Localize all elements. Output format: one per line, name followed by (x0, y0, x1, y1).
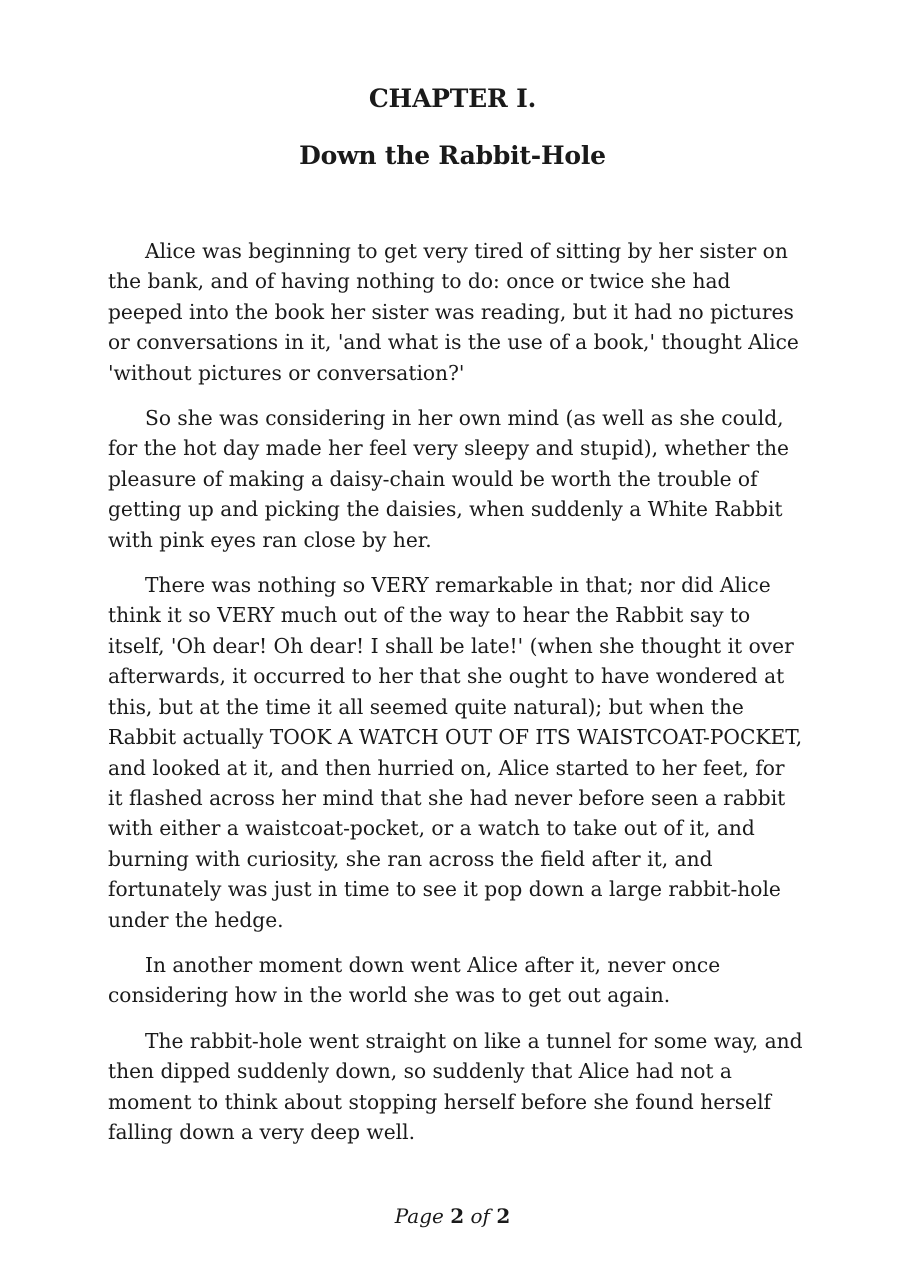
chapter-title: Down the Rabbit-Hole (299, 141, 606, 170)
paragraph: The rabbit-hole went straight on like a tunnel for some way, and then dipped suddenly down, so suddenly that Alice had not a moment to think about stopping herself before she found herself falling down a very deep well. (108, 1028, 803, 1144)
current-page-number: 2 (450, 1204, 465, 1228)
paragraph: In another moment down went Alice after it, never once considering how in the world she was to get out again. (108, 952, 721, 1008)
paragraph: There was nothing so VERY remarkable in that; nor did Alice think it so VERY much out of the way to hear the Rabbit say to itself, 'Oh dear! Oh dear! I shall be late!' (when she thought it over afterwards, it occurred to her that she ought to have wondered at this, but at the time it all seemed quite natural); but when the Rabbit actually TOOK A WATCH OUT OF ITS WAISTCOAT-POCKET, and looked at it, and then hurried on, Alice started to her feet, for it flashed across her mind that she had never before seen a rabbit with either a waistcoat-pocket, or a watch to take out of it, and burning with curiosity, she ran across the field after it, and fortunately was just in time to see it pop down a large rabbit-hole under the hedge. (108, 573, 803, 932)
paragraph: Alice was beginning to get very tired of sitting by her sister on the bank, and of having nothing to do: once or twice she had peeped into the book her sister was reading, but it had no pictures or conversations in it, 'and what is the use of a book,' thought Alice 'without pictures or conversation?' (108, 239, 799, 385)
paragraph: So she was considering in her own mind (as well as she could, for the hot day made her feel very sleepy and stupid), whether the pleasure of making a daisy-chain would be worth the trouble of getting up and picking the daisies, when suddenly a White Rabbit with pink eyes ran close by her. (108, 406, 789, 552)
page-word: Page (394, 1204, 444, 1228)
of-word: of (470, 1204, 490, 1228)
chapter-number: CHAPTER I. (368, 84, 537, 113)
page-footer (0, 1204, 905, 1228)
chapter-body (108, 236, 804, 1162)
total-pages-number: 2 (496, 1204, 511, 1228)
